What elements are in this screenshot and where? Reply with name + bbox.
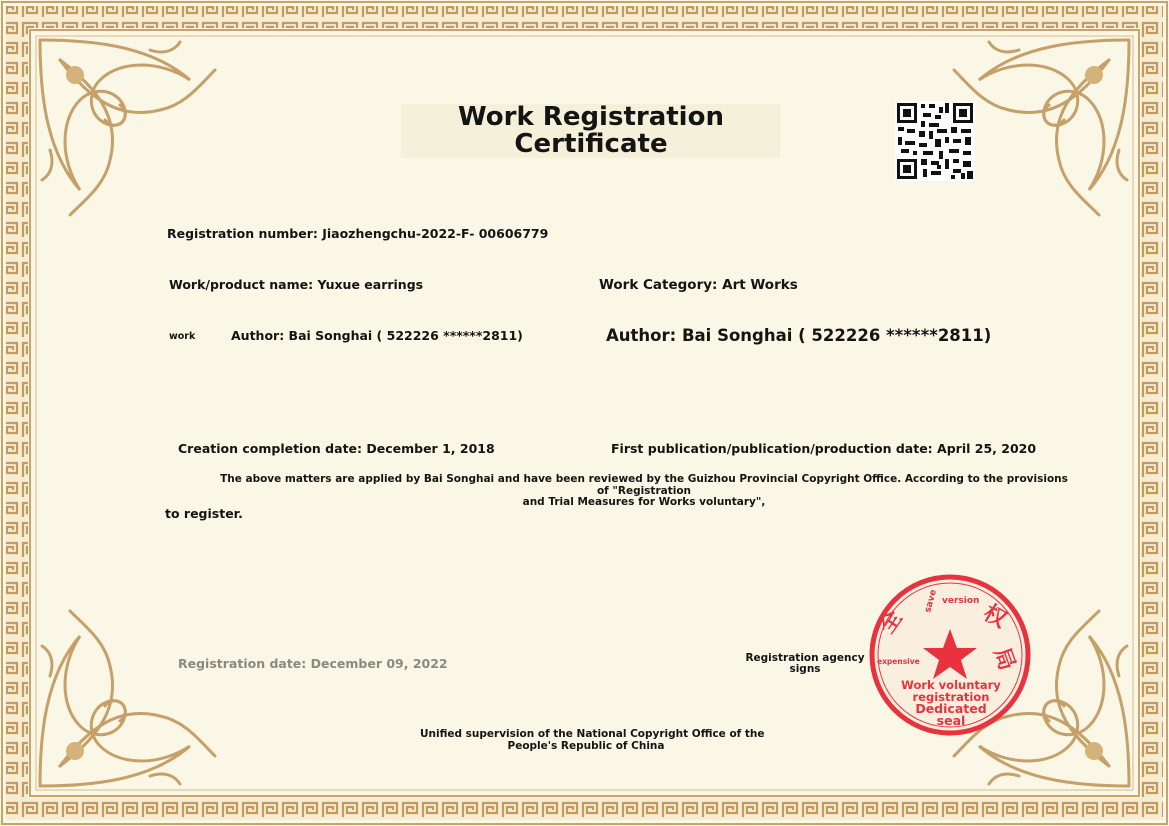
creation-date: Creation completion date: December 1, 2018 xyxy=(178,441,495,456)
certificate-title xyxy=(401,104,781,158)
author-left: Author: Bai Songhai ( 522226 ******2811) xyxy=(231,328,523,343)
seal-text-line-3: Dedicated xyxy=(915,701,987,716)
seal-text-version: version xyxy=(942,596,980,606)
statement-line-3: to register. xyxy=(165,506,243,521)
statement-line-1: The above matters are applied by Bai Songhai and have been reviewed by the Guizhou Provincial Copyright Office. According to the provisions of "Registration xyxy=(220,473,1068,497)
author-right: Author: Bai Songhai ( 522226 ******2811) xyxy=(606,326,992,345)
registration-date: Registration date: December 09, 2022 xyxy=(178,656,448,671)
seal-char-left: 全 xyxy=(874,606,908,639)
work-label: work xyxy=(169,331,196,342)
supervision-line-2: People's Republic of China xyxy=(507,739,665,752)
seal-text-line-2: registration xyxy=(912,690,990,704)
statement-line-2: and Trial Measures for Works voluntary", xyxy=(522,496,766,508)
agency-signs-line-1: Registration agency xyxy=(745,652,865,664)
seal-text-line-4: seal xyxy=(936,713,966,728)
seal-text-expensive: expensive xyxy=(877,657,920,666)
seal-char-right: 局 xyxy=(988,644,1020,674)
work-product-name: Work/product name: Yuxue earrings xyxy=(169,277,424,292)
official-seal xyxy=(868,573,1032,737)
supervision-note xyxy=(420,728,765,752)
seal-text-save: save xyxy=(923,588,939,614)
title-line-2: Certificate xyxy=(514,129,668,159)
seal-text-line-1: Work voluntary xyxy=(901,678,1001,692)
title-line-1: Work Registration xyxy=(458,102,724,132)
work-category: Work Category: Art Works xyxy=(599,277,798,293)
supervision-line-1: Unified supervision of the National Copyright Office of the xyxy=(420,728,765,740)
qr-code-icon xyxy=(895,101,975,181)
publication-date: First publication/publication/production date: April 25, 2020 xyxy=(611,441,1037,456)
agency-signs xyxy=(745,653,865,675)
registration-number: Registration number: Jiaozhengchu-2022-F- 00606779 xyxy=(167,226,549,241)
statement-paragraph xyxy=(218,474,1070,509)
agency-signs-line-2: signs xyxy=(789,663,821,675)
seal-char-mid: 权 xyxy=(979,600,1011,634)
